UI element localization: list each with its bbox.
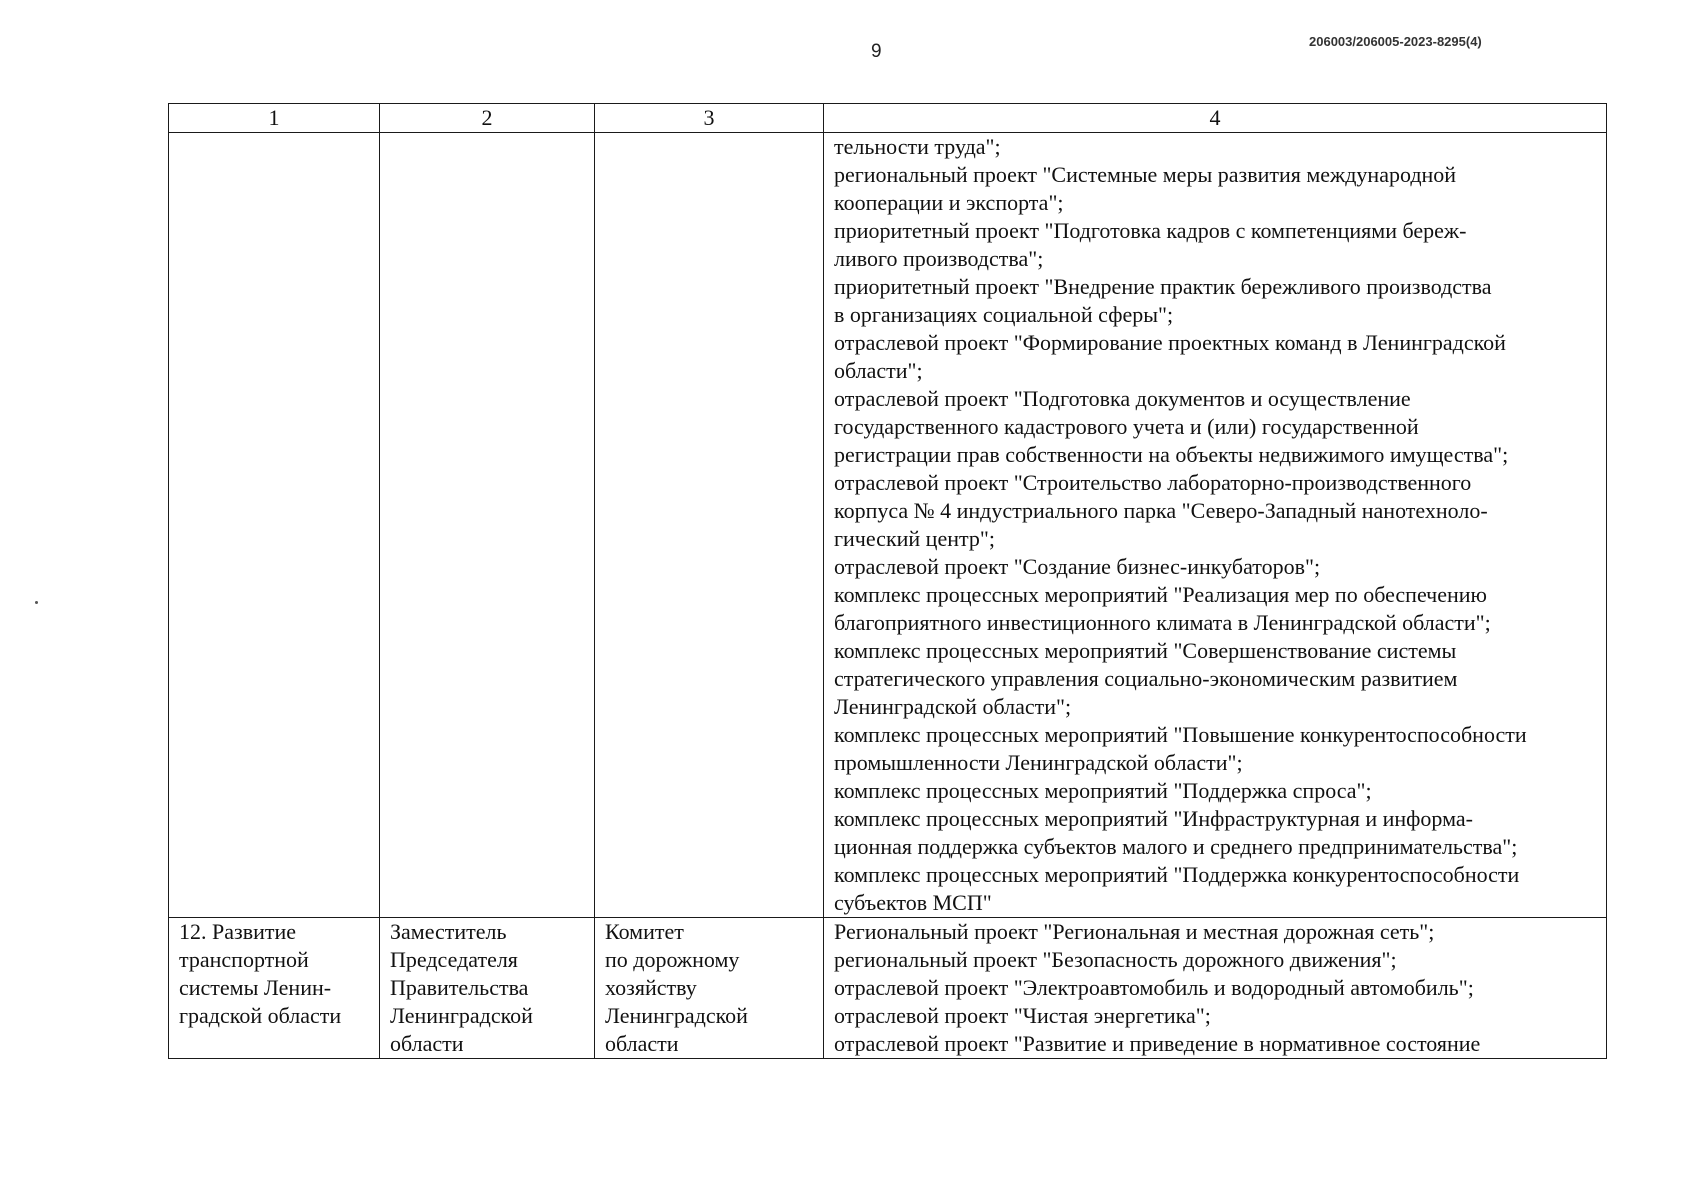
cell-projects-list: Региональный проект "Региональная и местная дорожная сеть"; региональный проект "Безопасность дорожного движения"; отраслевой проект "Электроавтомобиль и водородный автомобиль"; отраслевой проект "Чистая энергетика"; отраслевой проект "Развитие и приведение в нормативное состояние <box>824 918 1607 1059</box>
cell-program-name <box>169 133 380 918</box>
column-header-4: 4 <box>824 104 1607 133</box>
document-code: 206003/206005-2023-8295(4) <box>1309 34 1482 49</box>
table-row-12 <box>169 918 1607 1059</box>
table-row-continuation <box>169 133 1607 918</box>
cell-projects-list: тельности труда"; региональный проект "Системные меры развития международной кооперации и экспорта"; приоритетный проект "Подготовка кадров с компетенциями береж- ливого производства"; приоритетный проект "Внедрение практик бережливого производства в организациях социальной сферы"; отраслевой проект "Формирование проектных команд в Ленинградской области"; отраслевой проект "Подготовка документов и осуществление государственного кадастрового учета и (или) государственной регистрации прав собственности на объекты недвижимого имущества"; отраслевой проект "Строительство лабораторно-производственного корпуса № 4 индустриального парка "Северо-Западный нанотехноло- гический центр"; отраслевой проект "Создание бизнес-инкубаторов"; комплекс процессных мероприятий "Реализация мер по обеспечению благоприятного инвестиционного климата в Ленинградской области"; комплекс процессных мероприятий "Совершенствование системы стратегического управления социально-экономическим развитием Ленинградской области"; комплекс процессных мероприятий "Повышение конкурентоспособности промышленности Ленинградской области"; комплекс процессных мероприятий "Поддержка спроса"; комплекс процессных мероприятий "Инфраструктурная и информа- ционная поддержка субъектов малого и среднего предпринимательства"; комплекс процессных мероприятий "Поддержка конкурентоспособности субъектов МСП" <box>824 133 1607 918</box>
cell-curator <box>380 133 595 918</box>
column-header-2: 2 <box>380 104 595 133</box>
column-header-3: 3 <box>595 104 824 133</box>
cell-curator: Заместитель Председателя Правительства Ленинградской области <box>380 918 595 1059</box>
cell-responsible-executive: Комитет по дорожному хозяйству Ленинградской области <box>595 918 824 1059</box>
cell-responsible-executive <box>595 133 824 918</box>
programs-table <box>168 103 1607 1059</box>
column-number-header-row <box>169 104 1607 133</box>
page-number: 9 <box>871 41 882 62</box>
scan-speck <box>35 601 38 604</box>
cell-program-name: 12. Развитие транспортной системы Ленин- градской области <box>169 918 380 1059</box>
column-header-1: 1 <box>169 104 380 133</box>
